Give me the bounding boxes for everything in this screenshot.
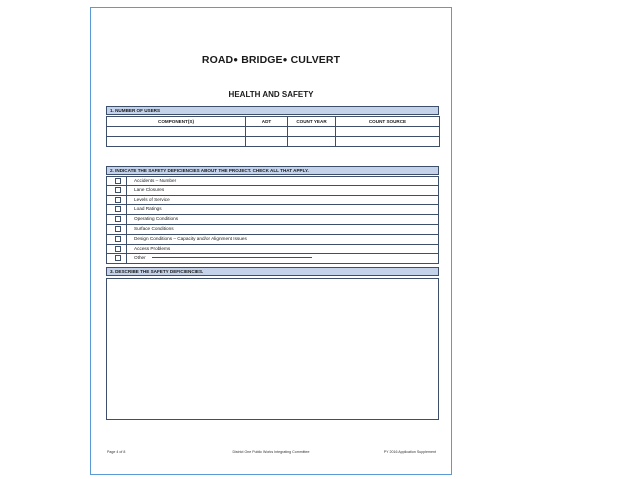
checkbox-label: Accidents – Number bbox=[134, 178, 177, 183]
list-item bbox=[106, 196, 439, 206]
checkbox[interactable] bbox=[115, 216, 121, 222]
other-write-in-line[interactable] bbox=[152, 257, 312, 258]
checkbox[interactable] bbox=[115, 236, 121, 242]
checkbox[interactable] bbox=[115, 197, 121, 203]
footer-page-number: Page 4 of 8 bbox=[107, 450, 126, 454]
list-item bbox=[106, 225, 439, 235]
document-title bbox=[91, 54, 451, 66]
adt-cell[interactable] bbox=[246, 127, 288, 137]
section1-heading: 1. NUMBER OF USERS bbox=[106, 106, 439, 115]
list-item bbox=[106, 215, 439, 225]
checkbox-label: Surface Conditions bbox=[134, 225, 174, 231]
title-road: ROAD bbox=[201, 54, 234, 66]
footer-organization: District One Public Works Integrating Committee bbox=[232, 450, 310, 454]
deficiency-checklist bbox=[106, 176, 439, 264]
checkbox-label: Levels of Service bbox=[134, 196, 170, 202]
title-culvert: CULVERT bbox=[290, 54, 341, 66]
checkbox-label: Design Conditions – Capacity and/or Alignment Issues bbox=[134, 235, 247, 241]
title-bridge: BRIDGE bbox=[241, 54, 283, 66]
checkbox[interactable] bbox=[115, 226, 121, 232]
component-cell[interactable] bbox=[107, 127, 246, 137]
document-subtitle: HEALTH AND SAFETY bbox=[228, 90, 314, 99]
checkbox[interactable] bbox=[115, 178, 121, 184]
document-page bbox=[90, 7, 452, 475]
checkbox-label: Operating Conditions bbox=[134, 216, 179, 222]
checkbox-label: Lane Closures bbox=[134, 186, 165, 192]
section3-heading: 3. DESCRIBE THE SAFETY DEFICIENCIES. bbox=[106, 267, 439, 276]
column-header-components: COMPONENT(S) bbox=[107, 117, 246, 127]
list-item bbox=[106, 245, 439, 255]
list-item bbox=[106, 176, 439, 186]
column-header-count-year: COUNT YEAR bbox=[288, 117, 336, 127]
table-header-row bbox=[107, 117, 440, 127]
column-header-adt: ADT bbox=[246, 117, 288, 127]
checkbox-label: Access Problems bbox=[134, 245, 171, 251]
users-table bbox=[106, 116, 440, 147]
table-row bbox=[107, 137, 440, 147]
description-textarea[interactable] bbox=[106, 278, 439, 420]
count-source-cell[interactable] bbox=[336, 127, 440, 137]
list-item bbox=[106, 205, 439, 215]
checkbox[interactable] bbox=[115, 255, 121, 261]
count-year-cell[interactable] bbox=[288, 127, 336, 137]
section2-heading: 2. INDICATE THE SAFETY DEFICIENCIES ABOUT THE PROJECT. CHECK ALL THAT APPLY. bbox=[106, 166, 439, 175]
footer-document-name: PY 2016 Application Supplement bbox=[383, 450, 436, 454]
checkbox[interactable] bbox=[115, 206, 121, 212]
bullet-icon: ● bbox=[233, 55, 239, 64]
component-cell[interactable] bbox=[107, 137, 246, 147]
checkbox-label: Load Ratings bbox=[134, 206, 162, 212]
bullet-icon: ● bbox=[282, 55, 288, 64]
count-year-cell[interactable] bbox=[288, 137, 336, 147]
adt-cell[interactable] bbox=[246, 137, 288, 147]
list-item bbox=[106, 254, 439, 264]
checkbox[interactable] bbox=[115, 246, 121, 252]
table-row bbox=[107, 127, 440, 137]
checkbox-label: Other bbox=[134, 255, 146, 261]
list-item bbox=[106, 235, 439, 245]
checkbox[interactable] bbox=[115, 187, 121, 193]
column-header-count-source: COUNT SOURCE bbox=[336, 117, 440, 127]
count-source-cell[interactable] bbox=[336, 137, 440, 147]
list-item bbox=[106, 186, 439, 196]
